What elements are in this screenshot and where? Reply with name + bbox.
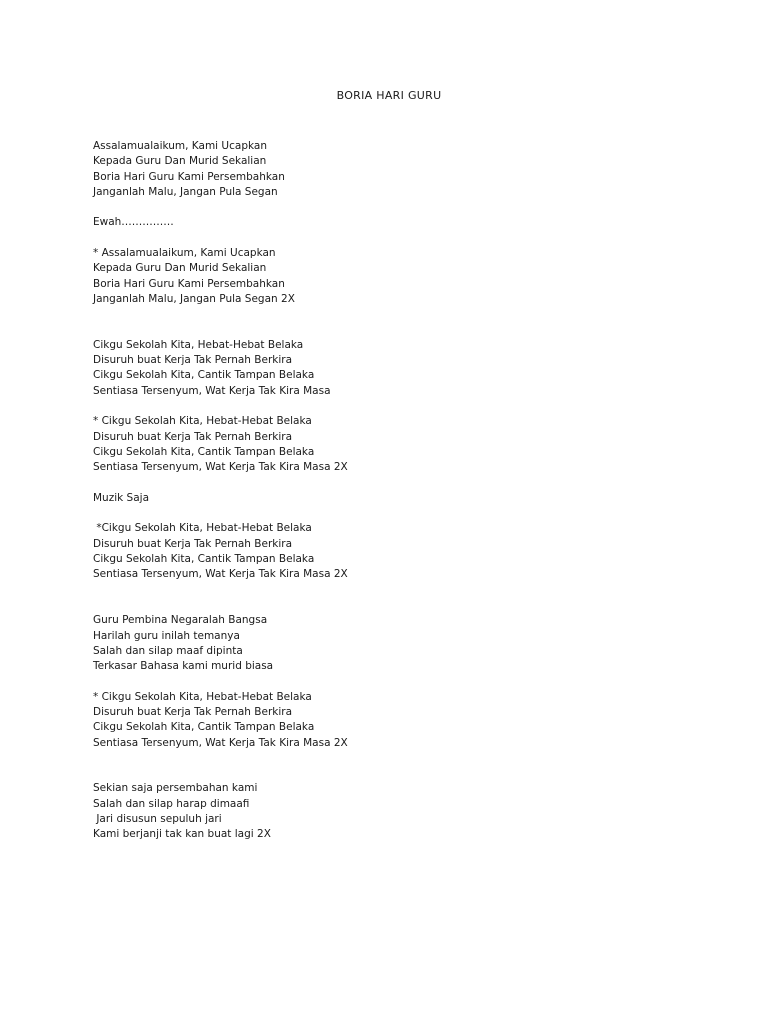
lyric-line: Kepada Guru Dan Murid Sekalian bbox=[93, 262, 267, 275]
lyric-line: * Assalamualaikum, Kami Ucapkan bbox=[93, 247, 276, 260]
stanza-spacer bbox=[93, 583, 713, 614]
lyric-line: Cikgu Sekolah Kita, Hebat-Hebat Belaka bbox=[93, 338, 304, 351]
stanza-2 bbox=[93, 215, 713, 230]
lyric-line: Sentiasa Tersenyum, Wat Kerja Tak Kira Masa 2X bbox=[93, 568, 348, 581]
lyric-line: Kami berjanji tak kan buat lagi 2X bbox=[93, 828, 271, 841]
stanza-spacer bbox=[93, 674, 713, 689]
lyric-line: Cikgu Sekolah Kita, Cantik Tampan Belaka bbox=[93, 369, 315, 382]
lyric-line: Disuruh buat Kerja Tak Pernah Berkira bbox=[93, 354, 293, 367]
lyric-line: Jari disusun sepuluh jari bbox=[93, 813, 222, 826]
stanza-spacer bbox=[93, 476, 713, 491]
lyric-line: Disuruh buat Kerja Tak Pernah Berkira bbox=[93, 430, 293, 443]
lyric-line: Disuruh buat Kerja Tak Pernah Berkira bbox=[93, 705, 293, 718]
lyric-line: *Cikgu Sekolah Kita, Hebat-Hebat Belaka bbox=[93, 522, 312, 535]
stanza-spacer bbox=[93, 751, 713, 782]
lyric-line: Guru Pembina Negaralah Bangsa bbox=[93, 614, 268, 627]
stanza-spacer bbox=[93, 307, 713, 338]
lyric-line: Assalamualaikum, Kami Ucapkan bbox=[93, 140, 267, 152]
lyric-line: Boria Hari Guru Kami Persembahkan bbox=[93, 170, 285, 183]
stanza-spacer bbox=[93, 200, 713, 215]
stanza-8 bbox=[93, 613, 713, 674]
stanza-10 bbox=[93, 781, 713, 842]
lyric-line: Janganlah Malu, Jangan Pula Segan 2X bbox=[93, 292, 295, 305]
lyric-line: Cikgu Sekolah Kita, Cantik Tampan Belaka bbox=[93, 553, 315, 566]
lyric-line: Sekian saja persembahan kami bbox=[93, 782, 258, 795]
lyric-line: Muzik Saja bbox=[93, 491, 150, 504]
lyric-line: Boria Hari Guru Kami Persembahkan bbox=[93, 277, 285, 290]
lyrics-body bbox=[93, 139, 713, 843]
lyric-line: Disuruh buat Kerja Tak Pernah Berkira bbox=[93, 537, 293, 550]
lyric-line: Kepada Guru Dan Murid Sekalian bbox=[93, 155, 267, 168]
lyric-line: * Cikgu Sekolah Kita, Hebat-Hebat Belaka bbox=[93, 690, 312, 703]
document-title: BORIA HARI GURU bbox=[336, 89, 442, 102]
lyric-line: * Cikgu Sekolah Kita, Hebat-Hebat Belaka bbox=[93, 415, 312, 428]
stanza-7 bbox=[93, 521, 713, 582]
lyric-line: Cikgu Sekolah Kita, Cantik Tampan Belaka bbox=[93, 445, 315, 458]
lyric-line: Sentiasa Tersenyum, Wat Kerja Tak Kira Masa bbox=[93, 384, 331, 397]
stanza-3 bbox=[93, 246, 713, 307]
lyric-line: Janganlah Malu, Jangan Pula Segan bbox=[93, 185, 278, 198]
stanza-spacer bbox=[93, 399, 713, 414]
stanza-spacer bbox=[93, 231, 713, 246]
lyric-line: Salah dan silap maaf dipinta bbox=[93, 644, 243, 657]
stanza-spacer bbox=[93, 506, 713, 521]
lyric-line: Terkasar Bahasa kami murid biasa bbox=[93, 660, 274, 673]
stanza-4 bbox=[93, 338, 713, 399]
stanza-1 bbox=[93, 139, 713, 200]
stanza-6 bbox=[93, 491, 713, 506]
lyric-line: Sentiasa Tersenyum, Wat Kerja Tak Kira Masa 2X bbox=[93, 736, 348, 749]
lyric-line: Salah dan silap harap dimaafi bbox=[93, 797, 250, 810]
lyric-line: Cikgu Sekolah Kita, Cantik Tampan Belaka bbox=[93, 721, 315, 734]
lyric-line: Ewah…………… bbox=[93, 216, 174, 229]
lyric-line: Harilah guru inilah temanya bbox=[93, 629, 240, 642]
lyric-line: Sentiasa Tersenyum, Wat Kerja Tak Kira Masa 2X bbox=[93, 461, 348, 474]
stanza-5 bbox=[93, 414, 713, 475]
stanza-9 bbox=[93, 690, 713, 751]
